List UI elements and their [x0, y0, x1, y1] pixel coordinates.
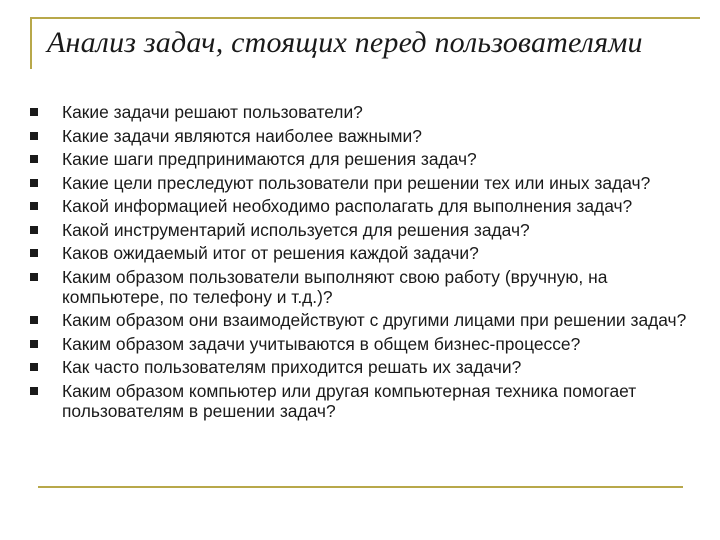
square-bullet-icon: [30, 340, 38, 348]
list-item-text: Какой информацией необходимо располагать для выполнения задач?: [62, 196, 633, 216]
frame-bottom-line: [38, 486, 683, 488]
list-item-text: Каким образом они взаимодействуют с другими лицами при решении задач?: [62, 310, 687, 330]
list-item-text: Каким образом задачи учитываются в общем бизнес-процессе?: [62, 333, 581, 354]
list-item: [30, 220, 695, 240]
list-item-text: Какие цели преследуют пользователи при решении тех или иных задач?: [62, 172, 651, 193]
square-bullet-icon: [30, 249, 38, 257]
square-bullet-icon: [30, 132, 38, 140]
list-item: [30, 310, 695, 330]
list-item: [30, 196, 695, 216]
square-bullet-icon: [30, 273, 38, 281]
list-item-text: Каким образом компьютер или другая компьютерная техника помогает пользователям в решении задач?: [62, 380, 637, 421]
list-item: [30, 357, 695, 377]
slide-title: Анализ задач, стоящих перед пользователями: [47, 26, 643, 59]
square-bullet-icon: [30, 155, 38, 163]
frame-left-line: [30, 17, 32, 69]
list-item-text: Как часто пользователям приходится решать их задачи?: [62, 357, 522, 377]
list-item: [30, 267, 695, 307]
square-bullet-icon: [30, 179, 38, 187]
frame-top-line: [30, 17, 700, 19]
list-item-text: Какой инструментарий используется для решения задач?: [62, 219, 530, 240]
list-item: [30, 126, 695, 146]
square-bullet-icon: [30, 363, 38, 371]
list-item: [30, 149, 695, 169]
list-item: [30, 102, 695, 122]
list-item-text: Какие шаги предпринимаются для решения задач?: [62, 149, 477, 169]
square-bullet-icon: [30, 108, 38, 116]
list-item-text: Какие задачи решают пользователи?: [62, 102, 363, 122]
list-item-text: Каким образом пользователи выполняют свою работу (вручную, на компьютере, по телефону и т.д.)?: [62, 266, 608, 307]
square-bullet-icon: [30, 316, 38, 324]
list-item-text: Каков ожидаемый итог от решения каждой задачи?: [62, 243, 479, 263]
list-item: [30, 334, 695, 354]
list-item: [30, 243, 695, 263]
square-bullet-icon: [30, 387, 38, 395]
list-item-text: Какие задачи являются наиболее важными?: [62, 125, 422, 146]
list-item: [30, 173, 695, 193]
list-item: [30, 381, 695, 421]
square-bullet-icon: [30, 226, 38, 234]
square-bullet-icon: [30, 202, 38, 210]
bullet-list: [30, 102, 695, 424]
